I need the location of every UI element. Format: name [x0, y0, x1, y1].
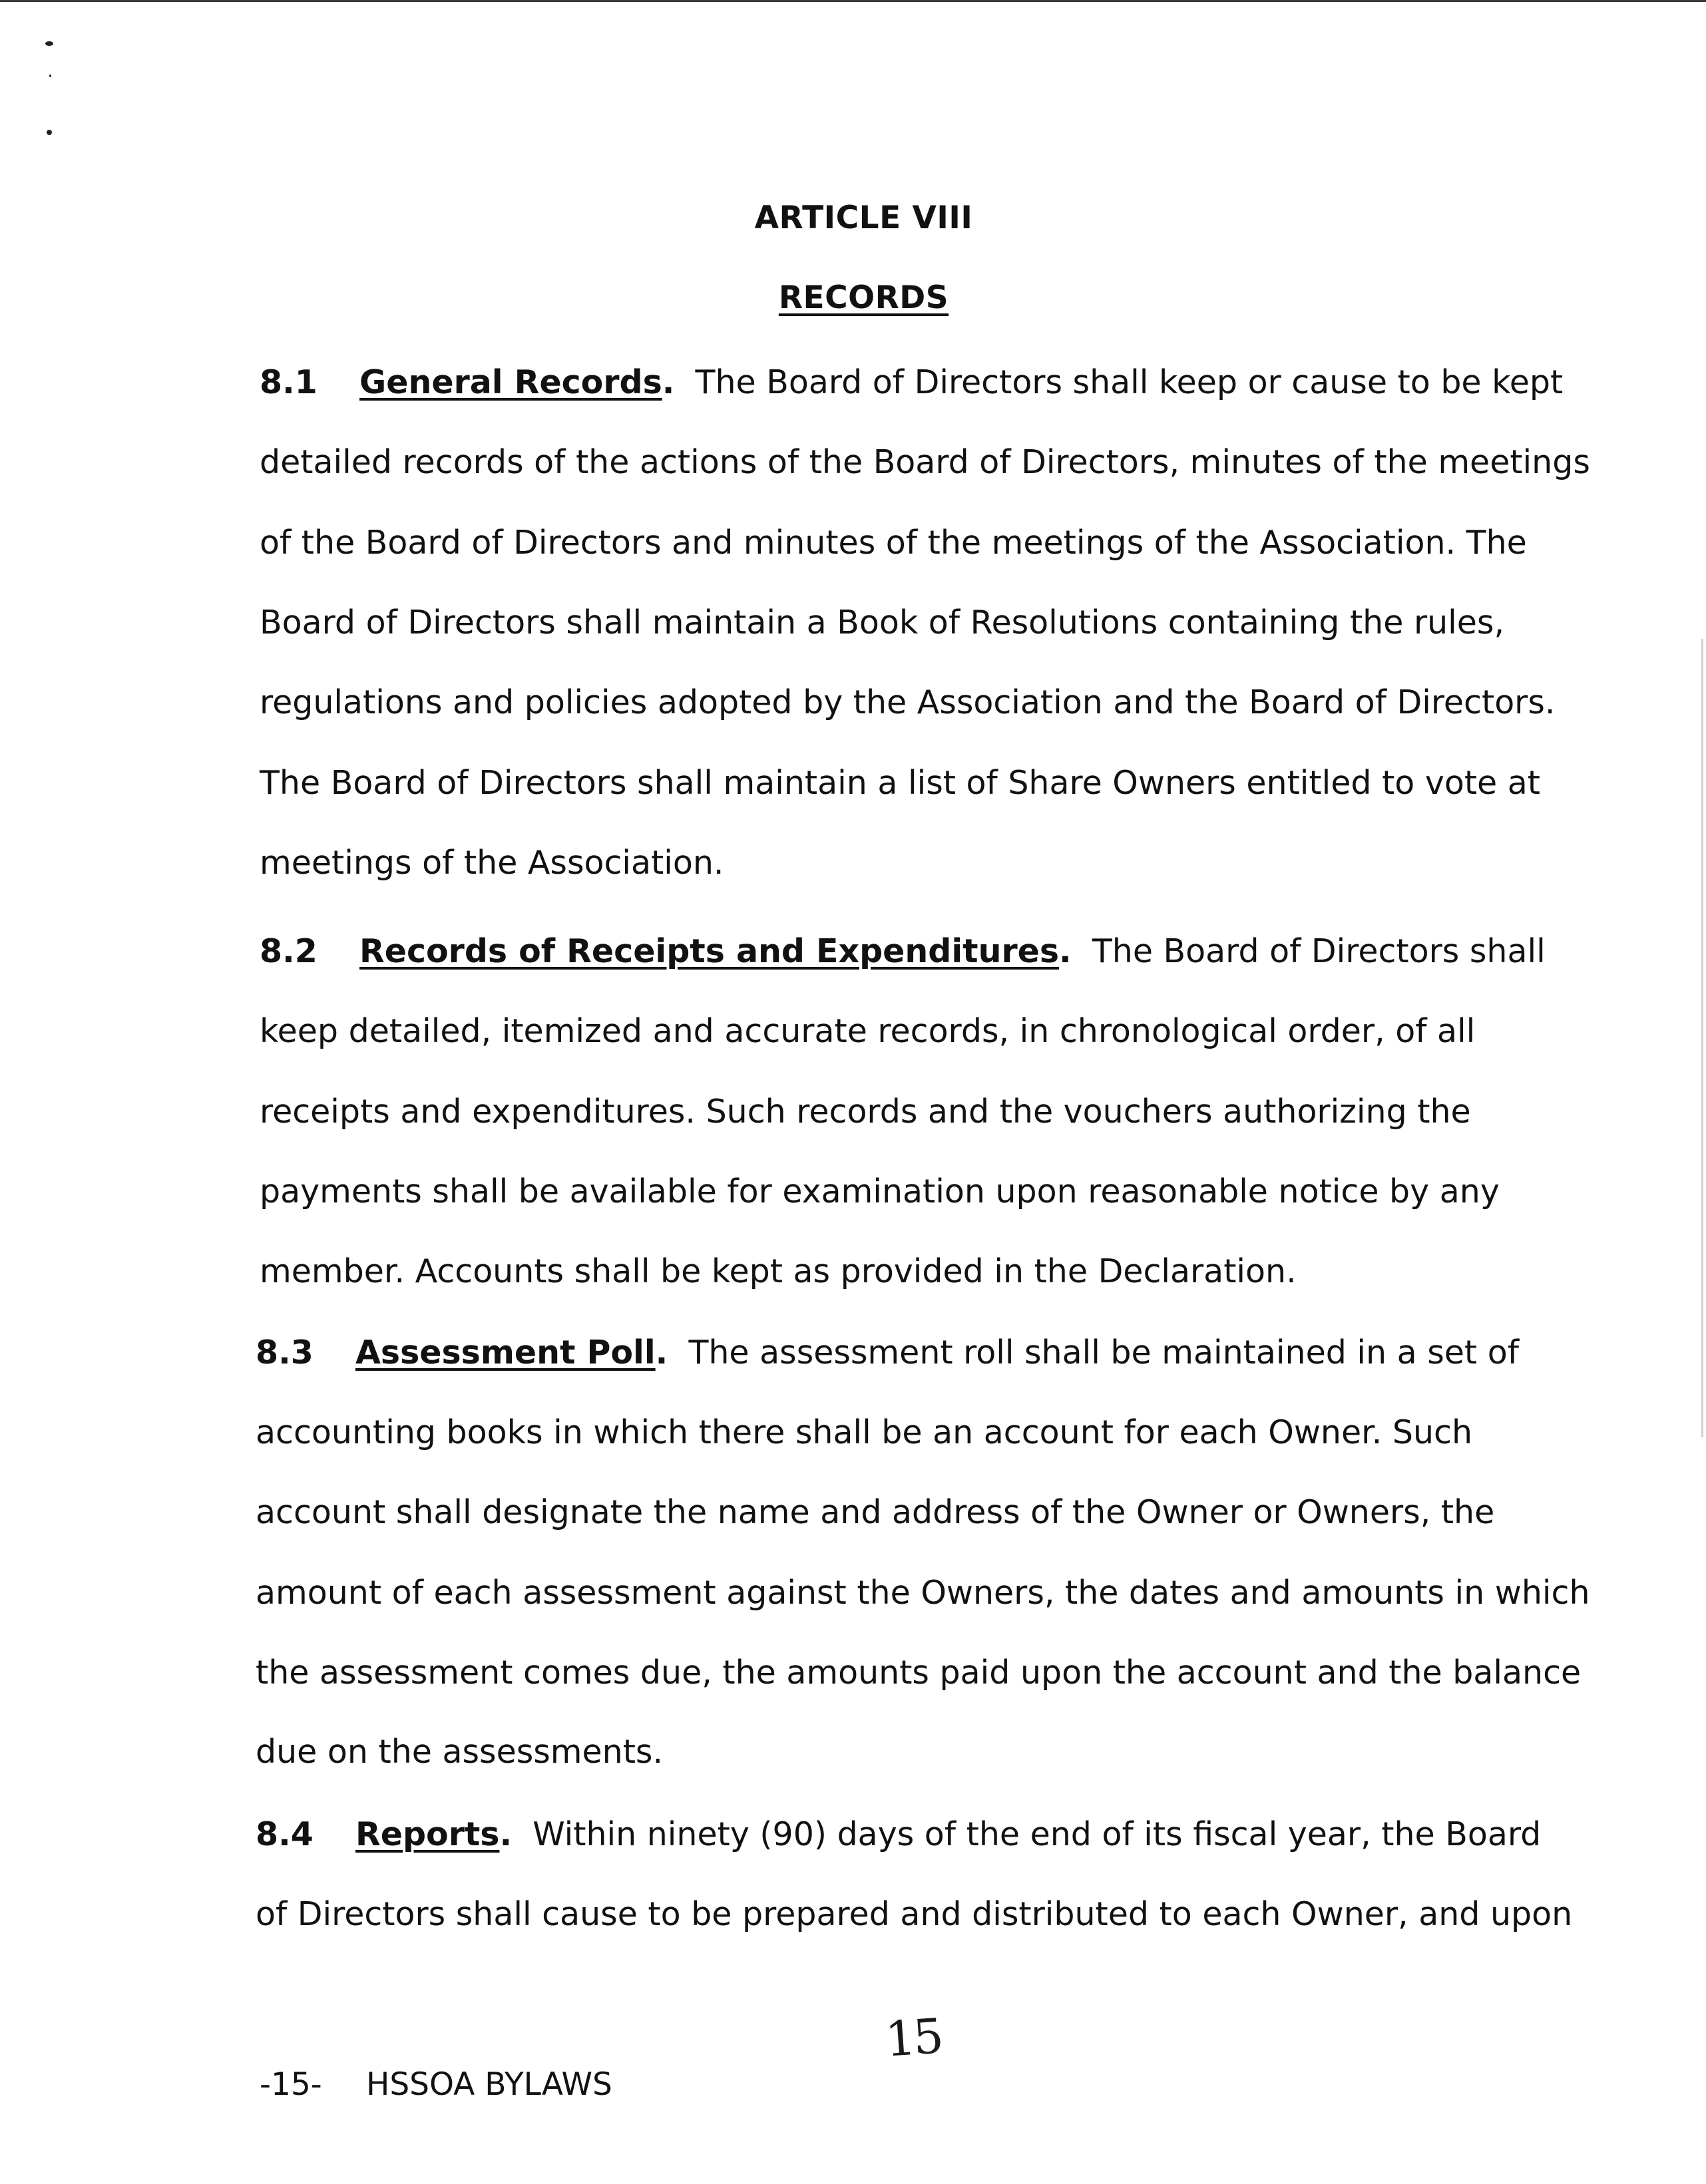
paragraph-line: the assessment comes due, the amounts paid upon the account and the balance	[256, 1654, 1582, 1692]
paragraph-line: meetings of the Association.	[260, 844, 724, 882]
paragraph-line: The Board of Directors shall keep or cause to be kept	[695, 363, 1564, 401]
scan-speck	[47, 130, 52, 135]
section-title: Assessment Poll	[355, 1334, 656, 1371]
footer-page-number: -15-	[260, 2066, 322, 2103]
paragraph-line: regulations and policies adopted by the Association and the Board of Directors.	[260, 683, 1556, 721]
paragraph-line: member. Accounts shall be kept as provided in the Declaration.	[260, 1252, 1297, 1290]
paragraph-line: Within ninety (90) days of the end of its fiscal year, the Board	[533, 1815, 1542, 1853]
footer-document-title: HSSOA BYLAWS	[366, 2066, 612, 2103]
scan-speck	[45, 41, 53, 46]
paragraph-line: receipts and expenditures. Such records and the vouchers authorizing the	[260, 1093, 1471, 1131]
paragraph-line: payments shall be available for examination upon reasonable notice by any	[260, 1173, 1500, 1210]
section-title: General Records	[359, 363, 662, 401]
scan-speck	[49, 75, 51, 77]
paragraph-line: accounting books in which there shall be an account for each Owner. Such	[256, 1413, 1473, 1451]
paragraph-line: of Directors shall cause to be prepared and distributed to each Owner, and upon	[256, 1895, 1573, 1933]
paragraph-line: amount of each assessment against the Owners, the dates and amounts in which	[256, 1574, 1590, 1612]
section-title: Reports	[355, 1815, 500, 1853]
section-heading-line: 8.4 Reports. Within ninety (90) days of the end of its fiscal year, the Board	[256, 1815, 1542, 1853]
section-number: 8.4	[256, 1815, 314, 1853]
paragraph-line: Board of Directors shall maintain a Book of Resolutions containing the rules,	[260, 604, 1505, 641]
paragraph-line: The assessment roll shall be maintained in a set of	[688, 1334, 1519, 1371]
paragraph-line: of the Board of Directors and minutes of the meetings of the Association. The	[260, 524, 1527, 562]
section-heading-line: 8.1 General Records. The Board of Directors shall keep or cause to be kept	[260, 363, 1564, 401]
article-number: ARTICLE VIII	[754, 200, 973, 236]
section-number: 8.2	[260, 932, 318, 970]
section-number: 8.1	[260, 363, 318, 401]
paragraph-line: The Board of Directors shall maintain a list of Share Owners entitled to vote at	[260, 764, 1540, 802]
paragraph-line: The Board of Directors shall	[1092, 932, 1546, 970]
paragraph-line: due on the assessments.	[256, 1733, 664, 1771]
section-title: Records of Receipts and Expenditures	[359, 932, 1060, 970]
section-number: 8.3	[256, 1334, 314, 1371]
handwritten-page-number: 15	[883, 2008, 943, 2068]
article-title: RECORDS	[778, 279, 949, 316]
section-heading-line: 8.3 Assessment Poll. The assessment roll shall be maintained in a set of	[256, 1334, 1519, 1371]
scan-edge-right	[1701, 639, 1703, 1437]
paragraph-line: keep detailed, itemized and accurate records, in chronological order, of all	[260, 1012, 1476, 1050]
paragraph-line: account shall designate the name and address of the Owner or Owners, the	[256, 1493, 1495, 1531]
scan-edge-top	[0, 0, 1706, 2]
section-heading-line: 8.2 Records of Receipts and Expenditures. The Board of Directors shall	[260, 932, 1546, 970]
paragraph-line: detailed records of the actions of the Board of Directors, minutes of the meetings	[260, 443, 1590, 481]
